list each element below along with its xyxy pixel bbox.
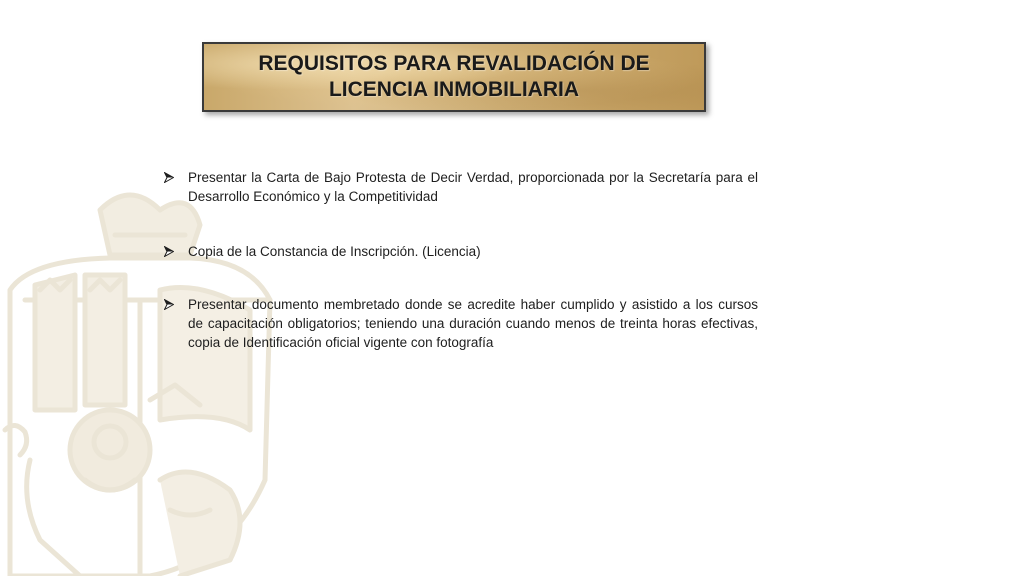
list-item	[164, 168, 758, 242]
arrowhead-bullet-icon	[164, 242, 188, 261]
arrowhead-bullet-icon	[164, 295, 188, 314]
list-item	[164, 242, 758, 295]
requirement-text: Copia de la Constancia de Inscripción. (Licencia)	[188, 244, 481, 259]
arrowhead-bullet-icon	[164, 168, 188, 187]
page-title: REQUISITOS PARA REVALIDACIÓN DE LICENCIA INMOBILIARIA	[258, 52, 650, 101]
requirements-list	[164, 168, 758, 352]
requirement-text: Presentar la Carta de Bajo Protesta de Decir Verdad, proporcionada por la Secretaría para el Desarrollo Económico y la Competitividad	[188, 170, 758, 204]
title-banner	[202, 42, 706, 112]
list-item	[164, 295, 758, 352]
requirement-text: Presentar documento membretado donde se acredite haber cumplido y asistido a los cursos de capacitación obligatorios; teniendo una duración cuando menos de treinta horas efectivas, copia de Identificación oficial vigente con fotografía	[188, 297, 758, 350]
